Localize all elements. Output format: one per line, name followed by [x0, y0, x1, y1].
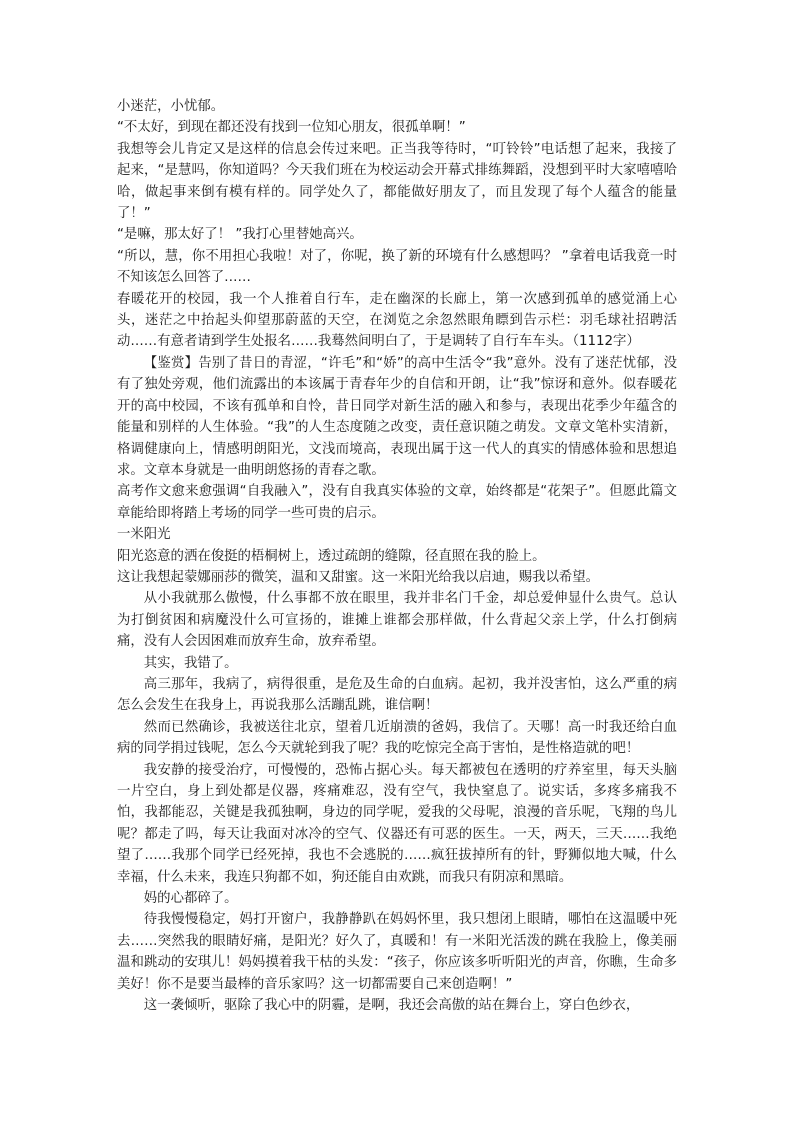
document-page	[117, 96, 677, 1016]
essay-paragraph: 待我慢慢稳定，妈打开窗户，我静静趴在妈妈怀里，我只想闭上眼睛，哪怕在这温暖中死去……突然我的眼睛好痛，是阳光？好久了，真暖和！有一米阳光活泼的跳在我脸上，像美丽温和跳动的安琪儿！妈妈摸着我干枯的头发：“孩子，你应该多听听阳光的声音，你瞧，生命多美好！你不是要当最棒的音乐家吗？这一切都需要自己来创造啊！”	[117, 912, 677, 992]
review-text: 告别了昔日的青涩，“许毛”和“娇”的高中生活令“我”意外。没有了迷茫忧郁，没有了独处旁观，他们流露出的本该属于青春年少的自信和开朗，让“我”惊讶和意外。似春暖花开的高中校园，不该有孤单和自怜，昔日同学对新生活的融入和参与，表现出花季少年蕴含的能量和别样的人生体验。“我”的人生态度随之改变，责任意识随之萌发。文章文笔朴实清新，格调健康向上，情感明朗阳光，文浅而境高，表现出属于这一代人的真实的情感体验和思想追求。文章本身就是一曲明朗悠扬的青春之歌。	[117, 355, 678, 478]
essay-paragraph: 其实，我错了。	[143, 655, 238, 671]
review-label: 【鉴赏】	[143, 355, 199, 371]
paragraph: 小迷茫，小忧郁。	[117, 99, 225, 114]
paragraph: “是嘛，那太好了！ ”我打心里替她高兴。	[117, 227, 363, 243]
essay-paragraph: 我安静的接受治疗，可慢慢的，恐怖占据心头。每天都被包在透明的疗养室里，每天头脑一片空白，身上到处都是仪器，疼痛难忍，没有空气，我快窒息了。说实话，多疼多痛我不怕，我都能忍，关键是我孤独啊，身边的同学呢，爱我的父母呢，浪漫的音乐呢，飞翔的鸟儿呢？都走了吗，每天让我面对冰冷的空气、仪器还有可恶的医生。一天，两天，三天……我绝望了……我那个同学已经死掉，我也不会逃脱的……疯狂拔掉所有的针，野狮似地大喊，什么幸福，什么未来，我连只狗都不如，狗还能自由欢跳，而我只有阴凉和黑暗。	[117, 762, 677, 885]
paragraph: “不太好，到现在都还没有找到一位知心朋友，很孤单啊！”	[117, 120, 466, 136]
essay-intro: 阳光恣意的洒在俊挺的梧桐树上，透过疏朗的缝隙，径直照在我的脸上。	[117, 548, 546, 564]
review-note: 高考作文愈来愈强调“自我融入”，没有自我真实体验的文章，始终都是“花架子”。但愿此篇文章能给即将踏上考场的同学一些可贵的启示。	[117, 484, 677, 521]
essay-paragraph: 从小我就那么傲慢，什么事都不放在眼里，我并非名门千金，却总爱伸显什么贵气。总认为打倒贫困和病魔没什么可宣扬的，谁摊上谁都会那样做，什么背起父亲上学，什么打倒病痛，没有人会因困难而放弃生命，放弃希望。	[117, 591, 677, 650]
paragraph: “所以，慧，你不用担心我啦！对了，你呢，换了新的环境有什么感想吗？ ”拿着电话我竟一时不知该怎么回答了……	[117, 248, 677, 286]
review-paragraph	[117, 353, 677, 481]
essay-paragraph: 这一袭倾听，驱除了我心中的阴霾，是啊，我还会高傲的站在舞台上，穿白色纱衣，	[143, 998, 640, 1014]
essay-paragraph: 妈的心都碎了。	[143, 891, 238, 907]
essay-paragraph: 高三那年，我病了，病得很重，是危及生命的白血病。起初，我并没害怕，这么严重的病怎么会发生在我身上，再说我那么活蹦乱跳，谁信啊！	[117, 676, 677, 714]
essay-intro: 这让我想起蒙娜丽莎的微笑，温和又甜蜜。这一米阳光给我以启迪，赐我以希望。	[117, 569, 600, 585]
essay-title: 一米阳光	[117, 527, 171, 543]
paragraph: 我想等会儿肯定又是这样的信息会传过来吧。正当我等待时，“叮铃铃”电话想了起来，我接了起来，“是慧吗，你知道吗？今天我们班在为校运动会开幕式排练舞蹈，没想到平时大家嘻嘻哈哈，做起事来倒有模有样的。同学处久了，都能做好朋友了，而且发现了每个人蕴含的能量了！”	[117, 141, 677, 222]
paragraph: 春暖花开的校园，我一个人推着自行车，走在幽深的长廊上，第一次感到孤单的感觉涌上心头，迷茫之中抬起头仰望那蔚蓝的天空，在浏览之余忽然眼角瞟到告示栏：羽毛球社招聘活动……有意者请到学生处报名……我蓦然间明白了，于是调转了自行车车头。（1112字）	[117, 291, 677, 350]
essay-paragraph: 然而已然确诊，我被送往北京，望着几近崩溃的爸妈，我信了。天哪！高一时我还给白血病的同学捐过钱呢，怎么今天就轮到我了呢？我的吃惊完全高于害怕，是性格造就的吧！	[117, 719, 677, 757]
